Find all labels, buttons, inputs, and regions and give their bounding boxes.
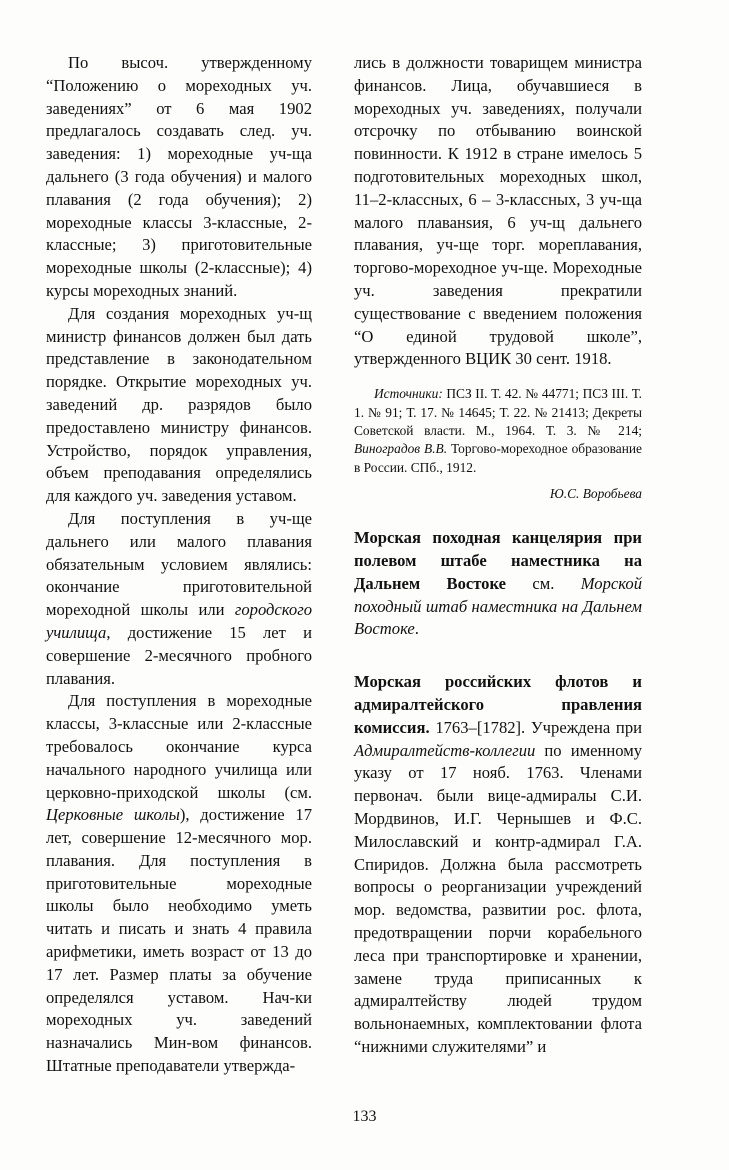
article-author: Ю.С. Воробьева	[549, 486, 642, 502]
entry-paragraph	[354, 671, 642, 1059]
text-run: Торгово-мореходное образование в России. СПб., 1912.	[354, 441, 643, 475]
entry-title: Морская походная канцелярия при полевом штабе наместника на Дальнем Востоке	[354, 528, 642, 593]
paragraph: По высоч. утвержденному “Положению о мореходных уч. заведениях” от 6 мая 1902 предлагалось создавать след. уч. заведения: 1) мореходные уч-ща дальнего (3 года обучения) и малого плавания (2 года обучения); 2) мореходные классы 3-классные, 2-классные; 3) приготовительные мореходные школы (2-классные); 4) курсы мореходных знаний.	[46, 53, 312, 300]
right-column	[354, 52, 642, 1059]
cross-reference-link[interactable]: Адмиралтейств-коллегии	[354, 740, 536, 760]
text-run: ), достижение 17 лет, совершение 12-месячного мор. плавания. Для поступления в приготовительные мореходные школы было необходимо уметь читать и писать и знать 4 правила арифметики, иметь возраст от 13 до 17 лет. Размер платы за обучение определялся уставом. Нач-ки мореходных уч. заведений назначались Мин-вом финансов. Штатные преподаватели утвержда-	[46, 805, 313, 1076]
text-run: 1763–[1782]. Учреждена при	[429, 717, 642, 737]
text-run: .	[414, 619, 419, 639]
entry-title: Морская российских флотов и адмиралтейского правления комиссия.	[354, 672, 642, 737]
text-run: , достижение 15 лет и совершение 2-месячного пробного плавания.	[46, 622, 312, 688]
paragraph: лись в должности товарищем министра финансов. Лица, обучавшиеся в мореходных уч. заведениях, получали отсрочку по отбыванию воинской повинности. К 1912 в стране имелось 5 подготовительных мореходных школ, 11–2-классных, 6 – 3-классных, 3 уч-ща малого плаванsия, 6 уч-щ дальнего плавания, уч-ще торг. мореплавания, торгово-мореходное уч-ще. Мореходные уч. заведения прекратили существование с введением положения “О единой трудовой школе”, утвержденного ВЦИК 30 сент. 1918.	[354, 53, 642, 369]
sources-note	[354, 385, 642, 477]
cross-reference-link[interactable]: городского училища	[46, 600, 312, 642]
left-column	[46, 52, 312, 1078]
sources-label: Источники:	[374, 386, 443, 402]
text-run: Для поступления в мореходные классы, 3-классные или 2-классные требовалось окончание курса начального народного училища или церковно-приходской школы (см.	[46, 691, 312, 802]
source-author: Виноградов В.В.	[354, 441, 448, 457]
text-run: ПСЗ II. Т. 42. № 44771; ПСЗ III. Т. 1. № 91; Т. 17. № 14645; Т. 22. № 21413; Декреты Советской власти. М., 1964. Т. 3. № 214;	[354, 386, 642, 438]
cross-reference-link[interactable]: Морской походный штаб наместника на Дальнем Востоке	[354, 573, 642, 639]
paragraph: Для создания мореходных уч-щ министр финансов должен был дать представление в законодательном порядке. Открытие мореходных уч. заведений др. разрядов было предоставлено министру финансов. Устройство, порядок управления, объем преподавания определялись для каждого уч. заведения уставом.	[46, 303, 312, 506]
cross-reference-link[interactable]: Церковные школы	[46, 805, 180, 825]
entry-paragraph	[354, 527, 642, 641]
page-number: 133	[352, 1108, 377, 1125]
paragraph	[46, 690, 312, 1078]
text-run: по именному указу от 17 нояб. 1763. Членами первонач. были вице-адмиралы С.И. Мордвинов, И.Г. Чернышев и Ф.С. Милославский и контр-адмирал Г.А. Спиридов. Должна была рассмотреть вопросы о реорганизации учреждений мор. ведомства, развитии рос. флота, предотвращении порчи корабельного леса при транспортировке и хранении, замене труда приписанных к адмиралтейству людей трудом вольнонаемных, комплектовании флота “нижними служителями” и	[354, 740, 642, 1056]
text-run: см.	[506, 573, 581, 593]
paragraph	[46, 508, 312, 690]
text-run: Для поступления в уч-ще дальнего или малого плавания обязательным условием являлись: окончание приготовительной мореходной школы или	[46, 508, 312, 620]
